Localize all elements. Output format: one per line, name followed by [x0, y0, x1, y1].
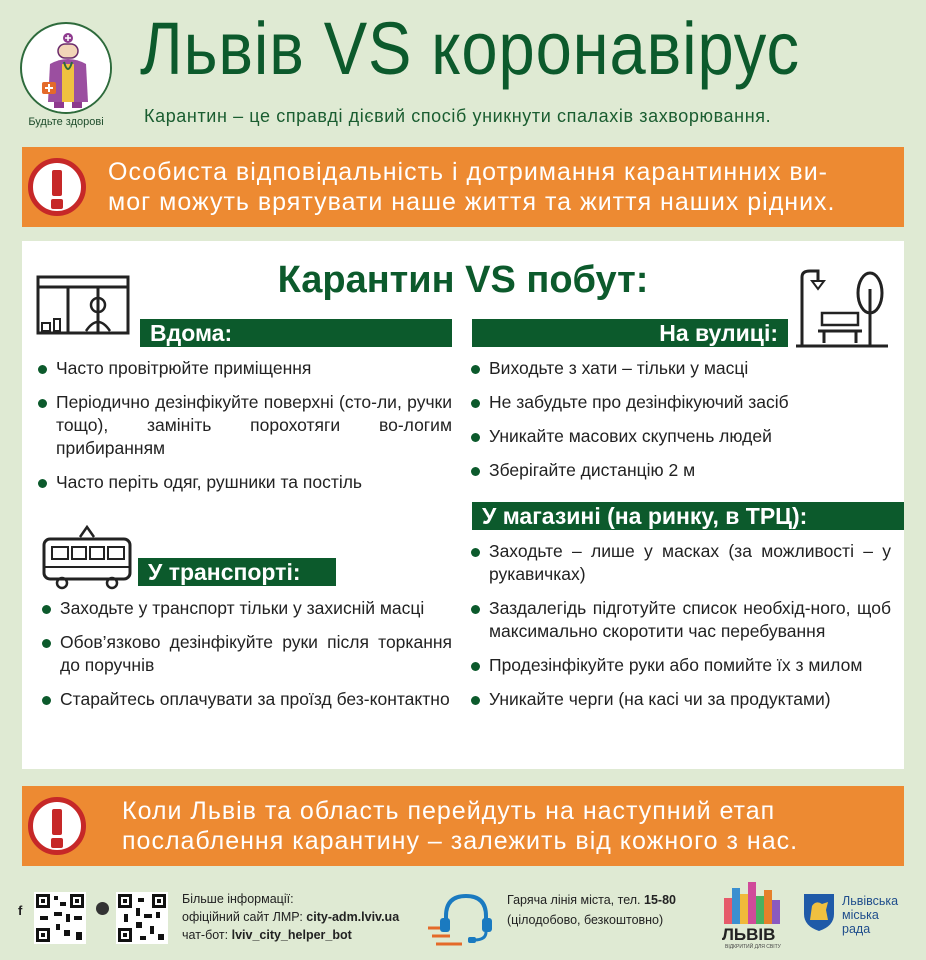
telegram-icon[interactable]	[96, 902, 109, 915]
hotline-prefix: Гаряча лінія міста, тел.	[507, 893, 644, 907]
qr-code-telegram[interactable]	[116, 892, 168, 944]
list-item: Старайтесь оплачувати за проїзд без-контактно	[40, 688, 452, 711]
list-item: Заходьте у транспорт тільки у захисній масці	[40, 597, 452, 620]
qr-code-facebook[interactable]	[34, 892, 86, 944]
list-item: Уникайте черги (на касі чи за продуктами)	[469, 688, 891, 711]
exclamation-icon	[28, 158, 86, 216]
council-line1: Львівська	[842, 894, 899, 908]
doctor-logo	[20, 22, 112, 114]
home-heading: Вдома:	[140, 319, 452, 347]
list-item: Виходьте з хати – тільки у масці	[469, 357, 889, 380]
city-council-crest-icon	[802, 892, 836, 932]
list-item: Заздалегідь підготуйте список необхід-ного, щоб максимально скоротити час перебування	[469, 597, 891, 643]
tram-icon	[40, 525, 134, 591]
lviv-slogan: ВІДКРИТИЙ ДЛЯ СВІТУ	[725, 944, 781, 950]
lviv-city-logo-icon	[722, 880, 782, 924]
info-line1: Більше інформації:	[182, 892, 294, 906]
list-item: Обов’язково дезінфікуйте руки після торкання до поручнів	[40, 631, 452, 677]
lviv-logo-text: ЛЬВІВ	[722, 925, 776, 944]
council-line3: рада	[842, 922, 871, 936]
official-site-link[interactable]: city-adm.lviv.ua	[306, 910, 400, 924]
list-item: Продезінфікуйте руки або помийте їх з милом	[469, 654, 891, 677]
footer	[0, 880, 926, 960]
shop-heading: У магазині (на ринку, в ТРЦ):	[472, 502, 904, 530]
hotline-text	[507, 890, 676, 930]
info-site-prefix: офіційний сайт ЛМР:	[182, 910, 307, 924]
bottom-warning-banner	[22, 786, 904, 866]
bottom-banner-text	[122, 796, 890, 856]
city-council-name	[842, 894, 898, 936]
quarantine-panel	[22, 241, 904, 769]
list-item: Зберігайте дистанцію 2 м	[469, 459, 889, 482]
bottom-banner-line2: послаблення карантину – залежить від кожного з нас.	[122, 827, 799, 855]
logo-caption: Будьте здорові	[28, 116, 104, 128]
chat-bot-link[interactable]: lviv_city_helper_bot	[231, 928, 352, 942]
top-banner-text	[108, 157, 890, 217]
transport-heading: У транспорті:	[138, 558, 336, 586]
hotline-headset-icon	[428, 890, 498, 948]
list-item: Періодично дезінфікуйте поверхні (сто-ли, ручки тощо), замініть порохотяги во-логим прибиранням	[36, 391, 452, 460]
page-subtitle: Карантин – це справді дієвий спосіб уникнути спалахів захворювання.	[144, 106, 772, 126]
panel-title: Карантин VS побут:	[277, 259, 649, 301]
info-block	[182, 890, 399, 944]
page-title: Львів VS коронавірус	[140, 7, 800, 90]
facebook-icon[interactable]: f	[18, 903, 23, 918]
list-item: Часто періть одяг, рушники та постіль	[36, 471, 452, 494]
shop-list	[469, 540, 891, 722]
info-bot-prefix: чат-бот:	[182, 928, 232, 942]
window-person-icon	[36, 275, 132, 337]
top-banner-line2: мог можуть врятувати наше життя та життя наших рідних.	[108, 188, 836, 216]
hotline-note: (цілодобово, безкоштовно)	[507, 913, 664, 927]
council-line2: міська	[842, 908, 879, 922]
hotline-number[interactable]: 15-80	[644, 893, 676, 907]
list-item: Заходьте – лише у масках (за можливості – у рукавичках)	[469, 540, 891, 586]
bottom-banner-line1: Коли Львів та область перейдуть на наступний етап	[122, 797, 776, 825]
exclamation-icon	[28, 797, 86, 855]
doctor-icon	[22, 24, 112, 114]
list-item: Не забудьте про дезінфікуючий засіб	[469, 391, 889, 414]
top-banner-line1: Особиста відповідальність і дотримання карантинних ви-	[108, 158, 828, 186]
street-heading: На вулиці:	[472, 319, 788, 347]
list-item: Часто провітрюйте приміщення	[36, 357, 452, 380]
list-item: Уникайте масових скупчень людей	[469, 425, 889, 448]
top-warning-banner	[22, 147, 904, 227]
transport-list	[40, 597, 452, 722]
home-list	[36, 357, 452, 505]
street-list	[469, 357, 889, 493]
street-lamp-bench-tree-icon	[794, 269, 890, 349]
